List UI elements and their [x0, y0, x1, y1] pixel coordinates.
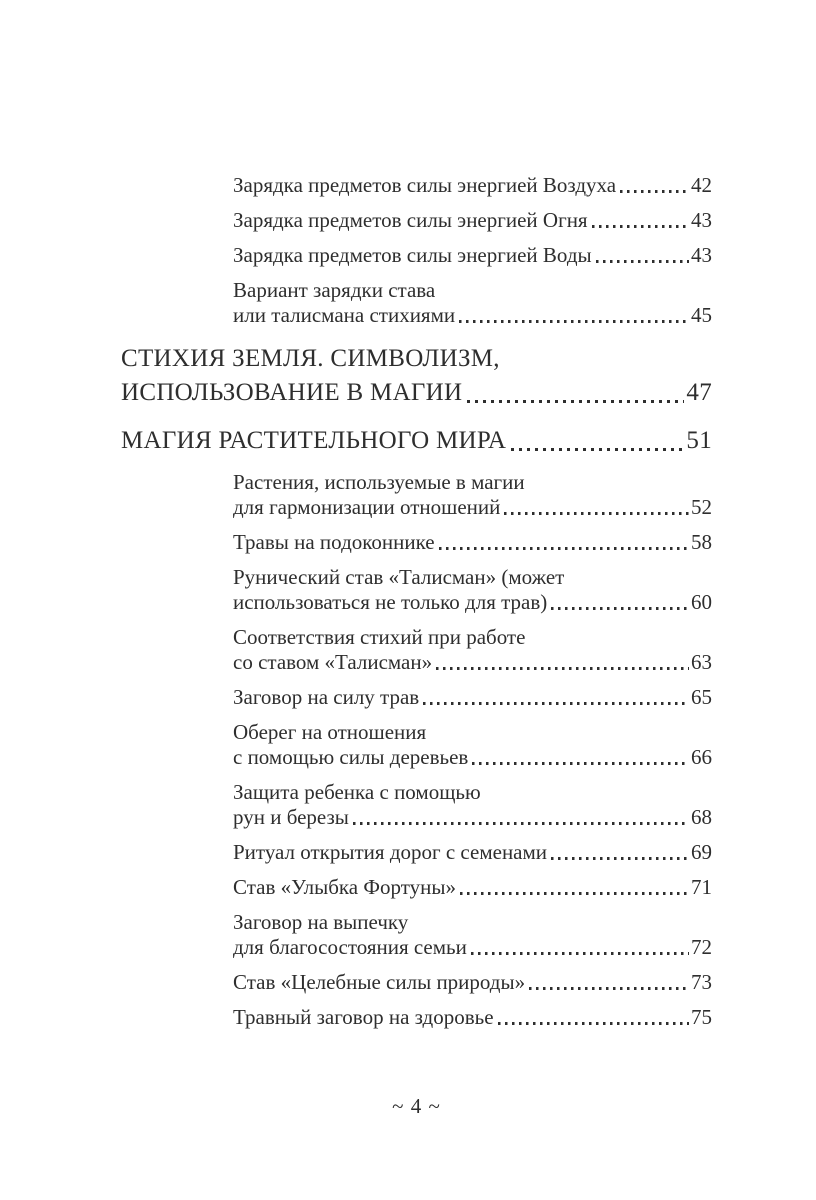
toc-page-number: 60: [691, 590, 712, 614]
toc-page-number: 52: [691, 495, 712, 519]
toc-page-number: 47: [686, 379, 712, 406]
toc-leader-dots: [459, 320, 689, 323]
toc-entry-last-line: [233, 970, 712, 995]
toc-sub-entry: [233, 910, 712, 960]
toc-sub-entry: [233, 970, 712, 995]
toc-entry-title: со ставом «Талисман»: [233, 650, 433, 674]
toc-entry-last-line: [233, 875, 712, 900]
toc-page-number: 72: [691, 935, 712, 959]
toc-entry-last-line: [233, 685, 712, 710]
toc-sub-entry: [233, 173, 712, 198]
toc-leader-dots: [498, 1022, 689, 1025]
toc-leader-dots: [551, 857, 689, 860]
toc-page-number: 63: [691, 650, 712, 674]
toc-leader-dots: [460, 892, 689, 895]
toc-entry-line: Заговор на выпечку: [233, 910, 409, 934]
toc-page-number: 42: [691, 173, 712, 197]
toc-sub-entry: [233, 875, 712, 900]
toc-page-number: 65: [691, 685, 712, 709]
toc-entry-title: Ритуал открытия дорог с семенами: [233, 840, 548, 864]
toc-entry-title: Заговор на силу трав: [233, 685, 420, 709]
toc-entry-title: ИСПОЛЬЗОВАНИЕ В МАГИИ: [121, 379, 463, 406]
toc-entry-line: Рунический став «Талисман» (может: [233, 565, 565, 589]
toc-entry-last-line: [121, 376, 712, 410]
toc-page-number: 43: [691, 243, 712, 267]
toc-sub-entry: [233, 720, 712, 770]
toc-leader-dots: [620, 190, 689, 193]
toc-page-number: 75: [691, 1005, 712, 1029]
toc-sub-entry: [233, 278, 712, 328]
toc-entry-last-line: [233, 935, 712, 960]
toc-entry-title: использоваться не только для трав): [233, 590, 548, 614]
toc-page-number: 58: [691, 530, 712, 554]
toc-entry-line: Растения, используемые в магии: [233, 470, 525, 494]
toc-entry-title: рун и березы: [233, 805, 349, 829]
toc-leader-dots: [436, 667, 689, 670]
toc-entry-title: Зарядка предметов силы энергией Воздуха: [233, 173, 617, 197]
toc-entry-last-line: [233, 303, 712, 328]
toc-entry-title: с помощью силы деревьев: [233, 745, 469, 769]
toc-sub-entry: [233, 685, 712, 710]
toc-entry-last-line: [233, 173, 712, 198]
toc-entry-line: Оберег на отношения: [233, 720, 427, 744]
toc-page-number: 69: [691, 840, 712, 864]
toc-sub-entry: [233, 208, 712, 233]
toc-entry-title: Травы на подоконнике: [233, 530, 435, 554]
toc-entry-title: или талисмана стихиями: [233, 303, 456, 327]
toc-sub-entry: [233, 1005, 712, 1030]
toc-entry-last-line: [121, 424, 712, 458]
folio-page-number: ~ 4 ~: [392, 1094, 441, 1118]
toc-entry-last-line: [233, 495, 712, 520]
toc-sub-entry: [233, 530, 712, 555]
toc-sub-entry: [233, 243, 712, 268]
toc-entry-title: Травный заговор на здоровье: [233, 1005, 494, 1029]
toc-sub-entry: [233, 625, 712, 675]
toc-sub-entry: [233, 470, 712, 520]
toc-entry-last-line: [233, 1005, 712, 1030]
toc-entry-line: Соответствия стихий при работе: [233, 625, 526, 649]
toc-page-number: 73: [691, 970, 712, 994]
toc-leader-dots: [596, 260, 689, 263]
toc-page-number: 43: [691, 208, 712, 232]
toc-leader-dots: [471, 952, 689, 955]
toc-section-entry: [121, 342, 712, 410]
toc-entry-last-line: [233, 530, 712, 555]
toc-leader-dots: [504, 512, 689, 515]
toc-entry-last-line: [233, 805, 712, 830]
toc-page-number: 71: [691, 875, 712, 899]
page-footer: [121, 1094, 712, 1119]
toc-entry-title: Став «Улыбка Фортуны»: [233, 875, 456, 899]
toc-entry-last-line: [233, 745, 712, 770]
toc-page-number: 66: [691, 745, 712, 769]
toc-leader-dots: [439, 547, 689, 550]
toc-entry-last-line: [233, 840, 712, 865]
toc-leader-dots: [529, 987, 689, 990]
toc-entry-title: Зарядка предметов силы энергией Огня: [233, 208, 588, 232]
toc-list: [121, 173, 712, 1040]
toc-entry-line: Защита ребенка с помощью: [233, 780, 481, 804]
toc-leader-dots: [467, 400, 684, 403]
toc-leader-dots: [353, 822, 689, 825]
toc-leader-dots: [551, 607, 689, 610]
toc-entry-title: Зарядка предметов силы энергией Воды: [233, 243, 592, 267]
toc-sub-entry: [233, 565, 712, 615]
toc-page-number: 45: [691, 303, 712, 327]
toc-section-entry: [121, 424, 712, 458]
toc-entry-last-line: [233, 243, 712, 268]
toc-leader-dots: [472, 762, 689, 765]
toc-page-number: 68: [691, 805, 712, 829]
toc-leader-dots: [423, 702, 689, 705]
toc-entry-line: Вариант зарядки става: [233, 278, 436, 302]
toc-entry-title: МАГИЯ РАСТИТЕЛЬНОГО МИРА: [121, 427, 507, 454]
toc-leader-dots: [592, 225, 689, 228]
toc-sub-entry: [233, 840, 712, 865]
toc-entry-title: Став «Целебные силы природы»: [233, 970, 526, 994]
toc-entry-line: СТИХИЯ ЗЕМЛЯ. СИМВОЛИЗМ,: [121, 345, 500, 372]
toc-entry-title: для гармонизации отношений: [233, 495, 501, 519]
toc-entry-last-line: [233, 590, 712, 615]
toc-entry-title: для благосостояния семьи: [233, 935, 467, 959]
toc-entry-last-line: [233, 208, 712, 233]
toc-page-number: 51: [686, 427, 712, 454]
toc-leader-dots: [511, 448, 684, 451]
toc-sub-entry: [233, 780, 712, 830]
toc-entry-last-line: [233, 650, 712, 675]
